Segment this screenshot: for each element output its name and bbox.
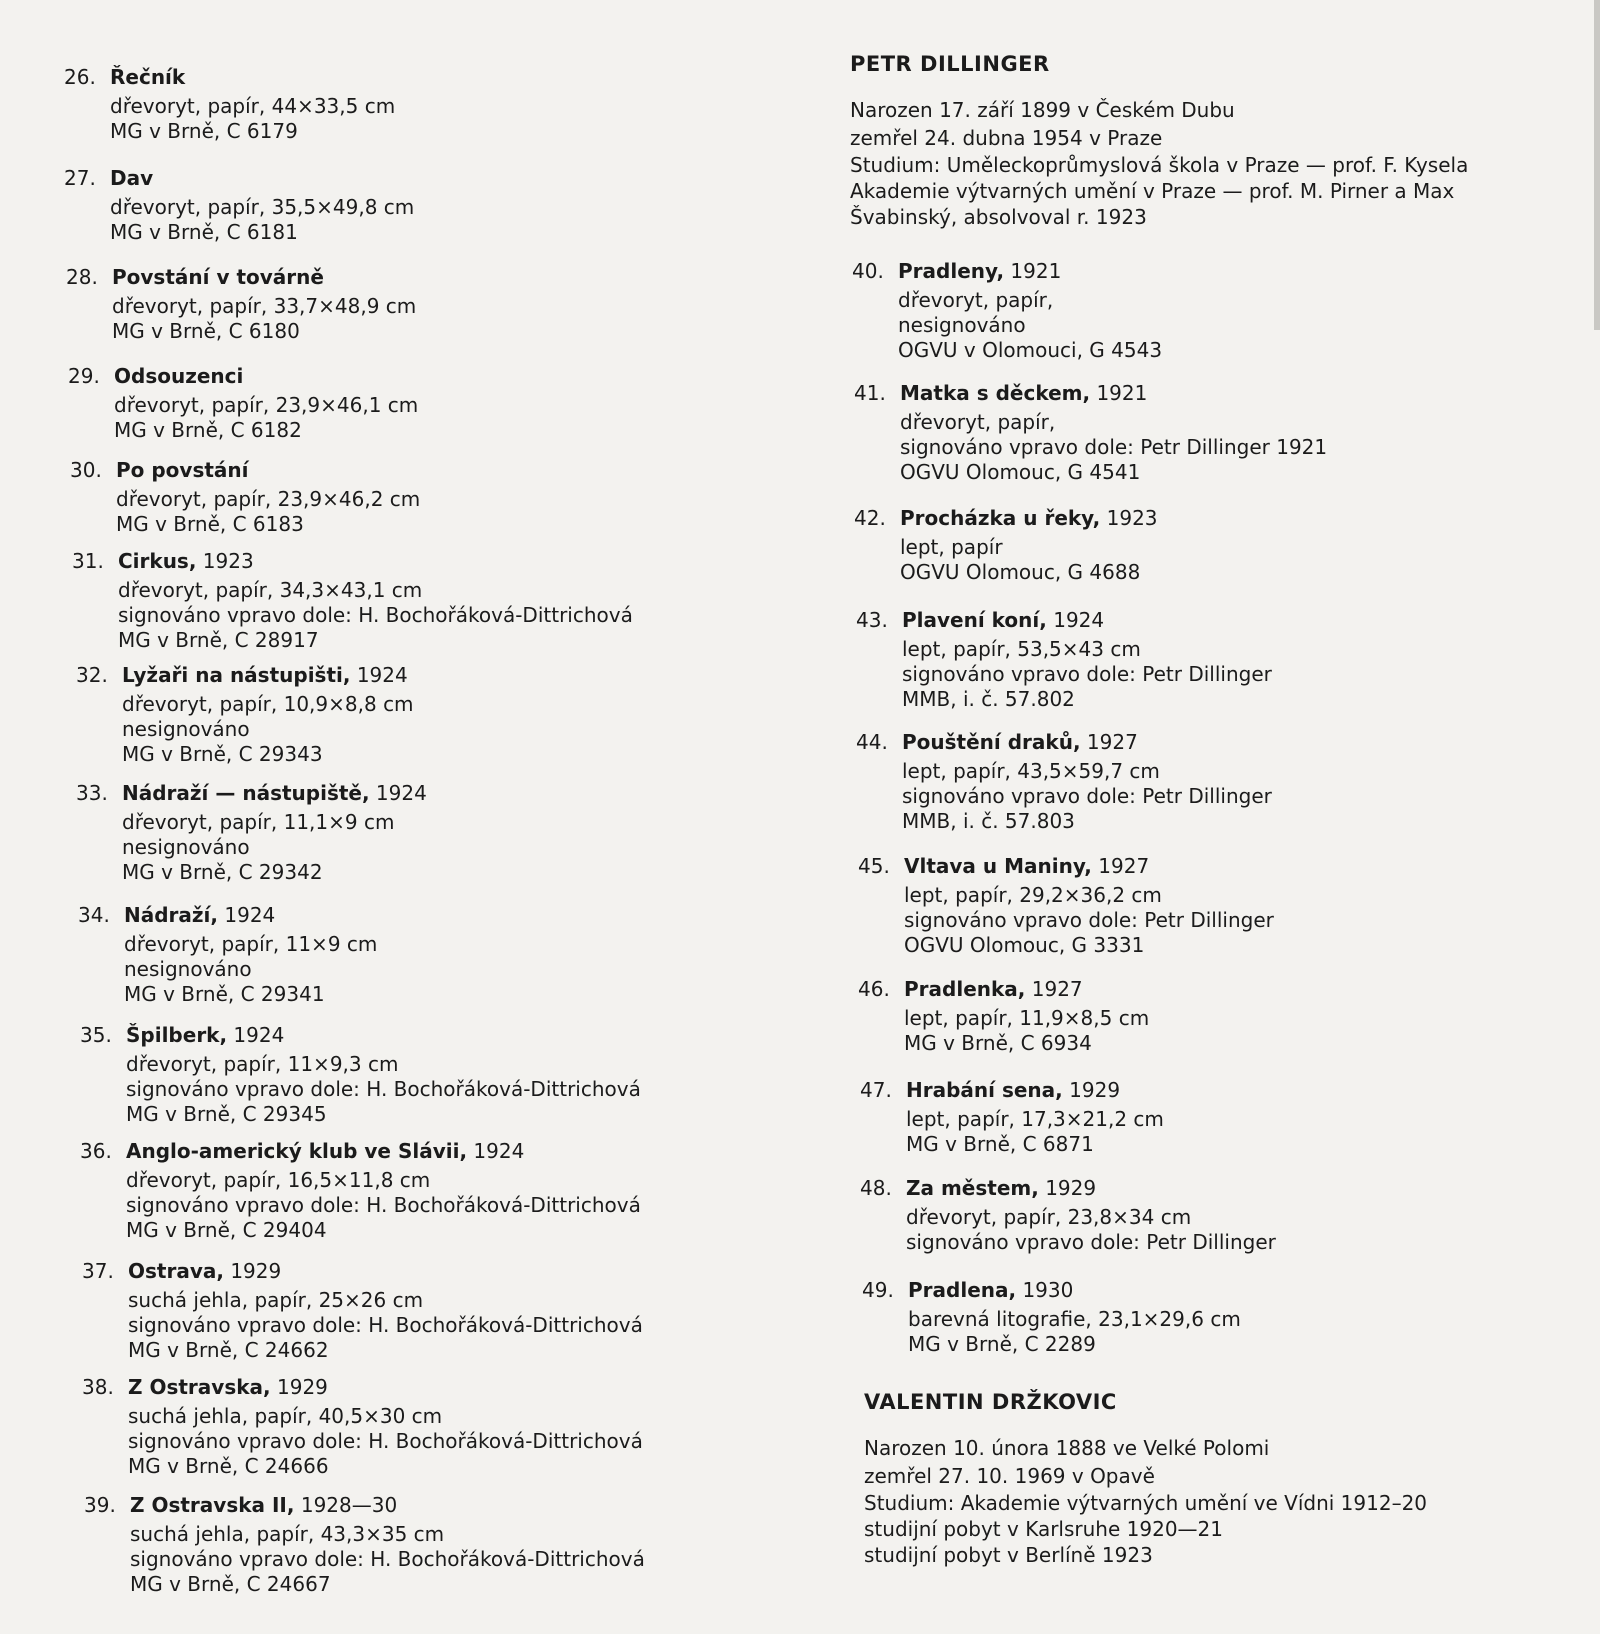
catalog-entry	[76, 780, 427, 885]
entry-heading	[860, 1077, 1164, 1103]
catalog-entry	[854, 505, 1158, 585]
entry-detail-line: MG v Brně, C 6871	[906, 1132, 1094, 1156]
entry-title: Plavení koní,	[902, 608, 1047, 632]
entry-number: 41.	[854, 381, 886, 405]
entry-number: 34.	[78, 903, 110, 927]
entry-details	[902, 759, 1272, 834]
entry-detail-line: lept, papír, 29,2×36,2 cm	[904, 883, 1162, 907]
entry-detail-line: signováno vpravo dole: H. Bochořáková-Dittrichová	[118, 603, 633, 627]
entry-title: Pouštění draků,	[902, 730, 1081, 754]
bio-line: zemřel 27. 10. 1969 v Opavě	[864, 1464, 1155, 1488]
entry-number: 48.	[860, 1176, 892, 1200]
catalog-entry	[80, 1138, 641, 1243]
entry-details	[126, 1052, 641, 1127]
entry-number: 29.	[68, 364, 100, 388]
entry-detail-line: dřevoryt, papír,	[898, 288, 1054, 312]
entry-number: 49.	[862, 1278, 894, 1302]
entry-detail-line: nesignováno	[124, 957, 252, 981]
entry-heading	[856, 729, 1272, 755]
entry-year: 1930	[1016, 1278, 1074, 1302]
entry-detail-line: suchá jehla, papír, 43,3×35 cm	[130, 1522, 445, 1546]
entry-number: 40.	[852, 259, 884, 283]
entry-detail-line: nesignováno	[898, 313, 1026, 337]
entry-details	[908, 1307, 1241, 1357]
entry-details	[126, 1168, 641, 1243]
entry-detail-line: signováno vpravo dole: H. Bochořáková-Dittrichová	[126, 1077, 641, 1101]
entry-number: 46.	[858, 977, 890, 1001]
catalog-entry	[856, 729, 1272, 834]
entry-number: 39.	[84, 1493, 116, 1517]
entry-heading	[76, 662, 414, 688]
entry-title: Cirkus,	[118, 549, 197, 573]
entry-details	[128, 1404, 643, 1479]
entry-title: Nádraží,	[124, 903, 219, 927]
entry-detail-line: dřevoryt, papír, 23,8×34 cm	[906, 1205, 1192, 1229]
entry-detail-line: MG v Brně, C 24666	[128, 1454, 329, 1478]
entry-detail-line: lept, papír, 17,3×21,2 cm	[906, 1107, 1164, 1131]
entry-title: Z Ostravska II,	[130, 1493, 295, 1517]
entry-year: 1929	[270, 1375, 328, 1399]
entry-heading	[84, 1492, 645, 1518]
entry-detail-line: MG v Brně, C 24662	[128, 1338, 329, 1362]
entry-detail-line: lept, papír	[900, 535, 1003, 559]
entry-detail-line: lept, papír, 53,5×43 cm	[902, 637, 1141, 661]
entry-details	[116, 487, 420, 537]
entry-heading	[862, 1277, 1241, 1303]
entry-detail-line: dřevoryt, papír, 10,9×8,8 cm	[122, 692, 414, 716]
entry-number: 47.	[860, 1078, 892, 1102]
entry-detail-line: MG v Brně, C 6180	[112, 319, 300, 343]
entry-details	[900, 410, 1327, 485]
entry-title: Z Ostravska,	[128, 1375, 271, 1399]
entry-heading	[860, 1175, 1276, 1201]
entry-detail-line: dřevoryt, papír, 23,9×46,2 cm	[116, 487, 421, 511]
entry-year: 1923	[196, 549, 254, 573]
entry-year: 1923	[1100, 506, 1158, 530]
entry-detail-line: OGVU Olomouc, G 3331	[904, 933, 1145, 957]
entry-number: 42.	[854, 506, 886, 530]
entry-title: Hrabání sena,	[906, 1078, 1063, 1102]
entry-number: 27.	[64, 166, 96, 190]
entry-details	[122, 692, 414, 767]
entry-heading	[82, 1258, 643, 1284]
entry-details	[128, 1288, 643, 1363]
entry-title: Dav	[110, 166, 154, 190]
bio-line: Akademie výtvarných umění v Praze — prof. M. Pirner a Max	[850, 179, 1455, 203]
entry-detail-line: suchá jehla, papír, 25×26 cm	[128, 1288, 424, 1312]
entry-detail-line: lept, papír, 11,9×8,5 cm	[904, 1006, 1150, 1030]
entry-details	[898, 288, 1162, 363]
entry-title: Vltava u Maniny,	[904, 854, 1092, 878]
entry-detail-line: MG v Brně, C 2289	[908, 1332, 1096, 1356]
entry-heading	[72, 548, 633, 574]
entry-heading	[68, 363, 418, 389]
entry-number: 35.	[80, 1023, 112, 1047]
bio-line: studijní pobyt v Berlíně 1923	[864, 1543, 1153, 1567]
catalog-entry	[82, 1374, 643, 1479]
entry-title: Anglo-americký klub ve Slávii,	[126, 1139, 468, 1163]
entry-detail-line: MG v Brně, C 6934	[904, 1031, 1092, 1055]
entry-year: 1929	[1038, 1176, 1097, 1200]
artist-bio	[850, 96, 1468, 230]
entry-details	[122, 810, 427, 885]
entry-details	[904, 883, 1274, 958]
entry-detail-line: signováno vpravo dole: Petr Dillinger	[902, 662, 1272, 686]
entry-title: Pradleny,	[898, 259, 1005, 283]
entry-heading	[80, 1138, 641, 1164]
catalog-entry	[862, 1277, 1241, 1357]
entry-detail-line: signováno vpravo dole: H. Bochořáková-Dittrichová	[126, 1193, 641, 1217]
entry-detail-line: dřevoryt, papír, 35,5×49,8 cm	[110, 195, 415, 219]
entry-heading	[78, 902, 377, 928]
entry-detail-line: MG v Brně, C 6182	[114, 418, 302, 442]
entry-year: 1927	[1080, 730, 1138, 754]
entry-detail-line: dřevoryt, papír, 11×9,3 cm	[126, 1052, 399, 1076]
entry-title: Řečník	[110, 65, 186, 89]
catalog-entry	[858, 976, 1149, 1056]
catalog-entry	[70, 457, 420, 537]
entry-detail-line: signováno vpravo dole: Petr Dillinger	[906, 1230, 1276, 1254]
entry-title: Za městem,	[906, 1176, 1039, 1200]
entry-year: 1924	[218, 903, 276, 927]
entry-number: 38.	[82, 1375, 114, 1399]
entry-title: Pradlenka,	[904, 977, 1026, 1001]
entry-detail-line: lept, papír, 43,5×59,7 cm	[902, 759, 1160, 783]
entry-year: 1929	[223, 1259, 282, 1283]
catalog-entry	[78, 902, 377, 1007]
entry-heading	[856, 607, 1272, 633]
bio-line: Studium: Uměleckoprůmyslová škola v Praze — prof. F. Kysela	[850, 153, 1469, 177]
entry-detail-line: OGVU Olomouc, G 4541	[900, 460, 1141, 484]
catalog-entry	[854, 380, 1327, 485]
catalog-entry	[860, 1077, 1164, 1157]
catalog-entry	[80, 1022, 641, 1127]
artist-heading: PETR DILLINGER	[850, 52, 1050, 76]
entry-detail-line: signováno vpravo dole: Petr Dillinger 1921	[900, 435, 1328, 459]
entry-detail-line: signováno vpravo dole: H. Bochořáková-Dittrichová	[128, 1313, 643, 1337]
entry-detail-line: dřevoryt, papír, 16,5×11,8 cm	[126, 1168, 431, 1192]
entry-number: 33.	[76, 781, 108, 805]
entry-title: Povstání v továrně	[112, 265, 324, 289]
bio-line: zemřel 24. dubna 1954 v Praze	[850, 126, 1163, 150]
entry-heading	[858, 976, 1149, 1002]
bio-line: Narozen 17. září 1899 v Českém Dubu	[850, 98, 1235, 122]
entry-year: 1927	[1025, 977, 1083, 1001]
entry-details	[112, 294, 416, 344]
entry-detail-line: MG v Brně, C 28917	[118, 628, 319, 652]
entry-detail-line: nesignováno	[122, 717, 250, 741]
catalog-entry	[852, 258, 1162, 363]
entry-details	[124, 932, 377, 1007]
catalog-entry	[66, 264, 416, 344]
entry-heading	[854, 380, 1327, 406]
artist-heading: VALENTIN DRŽKOVIC	[864, 1390, 1117, 1414]
entry-title: Po povstání	[116, 458, 249, 482]
entry-number: 36.	[80, 1139, 112, 1163]
entry-details	[902, 637, 1272, 712]
entry-detail-line: MG v Brně, C 29341	[124, 982, 325, 1006]
entry-title: Procházka u řeky,	[900, 506, 1101, 530]
entry-year: 1927	[1091, 854, 1150, 878]
facing-page-edge	[1594, 0, 1600, 330]
entry-heading	[858, 853, 1274, 879]
entry-number: 37.	[82, 1259, 114, 1283]
entry-detail-line: signováno vpravo dole: H. Bochořáková-Dittrichová	[128, 1429, 643, 1453]
catalog-entry	[76, 662, 414, 767]
entry-details	[114, 393, 418, 443]
entry-heading	[64, 64, 395, 90]
entry-heading	[70, 457, 420, 483]
entry-heading	[66, 264, 416, 290]
entry-title: Matka s děckem,	[900, 381, 1091, 405]
entry-details	[110, 195, 414, 245]
entry-year: 1921	[1004, 259, 1062, 283]
entry-detail-line: MG v Brně, C 29345	[126, 1102, 327, 1126]
entry-year: 1929	[1062, 1078, 1121, 1102]
entry-detail-line: signováno vpravo dole: H. Bochořáková-Dittrichová	[130, 1547, 645, 1571]
entry-number: 31.	[72, 549, 104, 573]
entry-detail-line: dřevoryt, papír, 44×33,5 cm	[110, 94, 396, 118]
entry-year: 1924	[350, 663, 408, 687]
catalog-entry	[856, 607, 1272, 712]
bio-line: Švabinský, absolvoval r. 1923	[850, 205, 1147, 229]
entry-detail-line: nesignováno	[122, 835, 250, 859]
entry-detail-line: MMB, i. č. 57.803	[902, 809, 1075, 833]
entry-number: 44.	[856, 730, 888, 754]
catalog-entry	[84, 1492, 645, 1597]
entry-title: Špilberk,	[126, 1023, 228, 1047]
entry-detail-line: signováno vpravo dole: Petr Dillinger	[902, 784, 1272, 808]
entry-detail-line: MG v Brně, C 24667	[130, 1572, 331, 1596]
entry-heading	[80, 1022, 641, 1048]
bio-line: Narozen 10. února 1888 ve Velké Polomi	[864, 1436, 1270, 1460]
entry-detail-line: MG v Brně, C 6181	[110, 220, 298, 244]
entry-number: 30.	[70, 458, 102, 482]
entry-heading	[852, 258, 1162, 284]
entry-detail-line: signováno vpravo dole: Petr Dillinger	[904, 908, 1274, 932]
entry-heading	[854, 505, 1158, 531]
catalog-entry	[64, 165, 414, 245]
entry-detail-line: dřevoryt, papír, 11,1×9 cm	[122, 810, 395, 834]
entry-heading	[64, 165, 414, 191]
bio-line: Studium: Akademie výtvarných umění ve Vídni 1912–20	[864, 1491, 1428, 1515]
entry-title: Lyžaři na nástupišti,	[122, 663, 351, 687]
entry-detail-line: MG v Brně, C 6183	[116, 512, 304, 536]
entry-detail-line: dřevoryt, papír, 23,9×46,1 cm	[114, 393, 419, 417]
entry-title: Ostrava,	[128, 1259, 224, 1283]
catalog-entry	[82, 1258, 643, 1363]
entry-title: Nádraží — nástupiště,	[122, 781, 370, 805]
catalog-entry	[858, 853, 1274, 958]
entry-detail-line: MG v Brně, C 29342	[122, 860, 323, 884]
entry-detail-line: MG v Brně, C 6179	[110, 119, 298, 143]
catalog-entry	[72, 548, 633, 653]
entry-year: 1924	[227, 1023, 285, 1047]
entry-details	[118, 578, 633, 653]
entry-number: 28.	[66, 265, 98, 289]
entry-detail-line: MG v Brně, C 29343	[122, 742, 323, 766]
catalog-entry	[860, 1175, 1276, 1255]
entry-number: 45.	[858, 854, 890, 878]
entry-detail-line: MG v Brně, C 29404	[126, 1218, 327, 1242]
entry-number: 43.	[856, 608, 888, 632]
entry-year: 1921	[1090, 381, 1148, 405]
artist-bio	[864, 1434, 1427, 1568]
entry-number: 26.	[64, 65, 96, 89]
entry-year: 1928—30	[294, 1493, 398, 1517]
entry-heading	[82, 1374, 643, 1400]
entry-detail-line: MMB, i. č. 57.802	[902, 687, 1075, 711]
entry-details	[110, 94, 395, 144]
bio-line: studijní pobyt v Karlsruhe 1920—21	[864, 1517, 1223, 1541]
entry-title: Odsouzenci	[114, 364, 244, 388]
entry-detail-line: OGVU v Olomouci, G 4543	[898, 338, 1163, 362]
catalog-entry	[68, 363, 418, 443]
entry-year: 1924	[369, 781, 427, 805]
entry-detail-line: dřevoryt, papír,	[900, 410, 1056, 434]
entry-details	[900, 535, 1158, 585]
entry-detail-line: dřevoryt, papír, 34,3×43,1 cm	[118, 578, 423, 602]
entry-detail-line: dřevoryt, papír, 33,7×48,9 cm	[112, 294, 417, 318]
entry-detail-line: barevná litografie, 23,1×29,6 cm	[908, 1307, 1241, 1331]
entry-heading	[76, 780, 427, 806]
entry-details	[906, 1205, 1276, 1255]
entry-year: 1924	[1046, 608, 1105, 632]
entry-number: 32.	[76, 663, 108, 687]
entry-detail-line: dřevoryt, papír, 11×9 cm	[124, 932, 378, 956]
catalog-entry	[64, 64, 395, 144]
entry-year: 1924	[467, 1139, 525, 1163]
entry-details	[906, 1107, 1164, 1157]
entry-details	[130, 1522, 645, 1597]
entry-detail-line: OGVU Olomouc, G 4688	[900, 560, 1141, 584]
entry-title: Pradlena,	[908, 1278, 1017, 1302]
entry-details	[904, 1006, 1149, 1056]
entry-detail-line: suchá jehla, papír, 40,5×30 cm	[128, 1404, 443, 1428]
